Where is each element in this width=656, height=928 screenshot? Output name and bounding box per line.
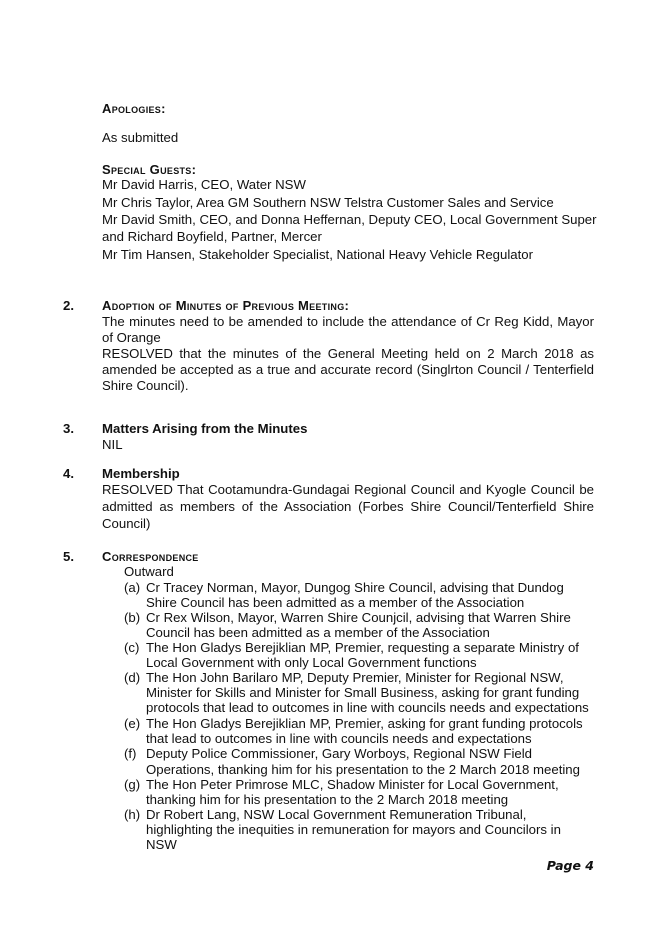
section-number: 4. (63, 466, 74, 481)
guest-line: Mr David Harris, CEO, Water NSW (102, 177, 306, 192)
item-letter: (c) (124, 640, 140, 655)
item-text-line: Dr Robert Lang, NSW Local Government Remuneration Tribunal, (146, 807, 527, 822)
apologies-text: As submitted (102, 130, 179, 145)
item-text-line: Operations, thanking him for his presentation to the 2 March 2018 meeting (146, 762, 580, 777)
item-text-line: Council has been admitted as a member of the Association (146, 625, 490, 640)
section-text-line: of Orange (102, 330, 161, 345)
item-letter: (b) (124, 610, 141, 625)
section-number: 2. (63, 298, 74, 313)
correspondence-subheading: Outward (124, 564, 174, 579)
section-text: NIL (102, 437, 123, 452)
item-letter: (a) (124, 580, 141, 595)
item-letter: (e) (124, 716, 141, 731)
item-text-line: The Hon Gladys Berejiklian MP, Premier, asking for grant funding protocols (146, 716, 583, 731)
item-text-line: The Hon Gladys Berejiklian MP, Premier, requesting a separate Ministry of (146, 640, 579, 655)
section-text-line: RESOLVED That Cootamundra-Gundagai Regional Council and Kyogle Council be (102, 482, 594, 497)
guest-line: and Richard Boyfield, Partner, Mercer (102, 229, 322, 244)
guest-line: Mr Chris Taylor, Area GM Southern NSW Telstra Customer Sales and Service (102, 195, 554, 210)
page-number: Page 4 (546, 858, 594, 873)
item-text-line: Cr Tracey Norman, Mayor, Dungog Shire Council, advising that Dundog (146, 580, 564, 595)
section-heading: Adoption of Minutes of Previous Meeting: (102, 298, 350, 313)
item-text-line: that lead to outcomes in line with councils needs and expectations (146, 731, 532, 746)
section-heading: Membership (102, 466, 180, 481)
section-text-line: The minutes need to be amended to include the attendance of Cr Reg Kidd, Mayor (102, 314, 594, 329)
guest-line: Mr Tim Hansen, Stakeholder Specialist, National Heavy Vehicle Regulator (102, 247, 534, 262)
item-text-line: Shire Council has been admitted as a member of the Association (146, 595, 525, 610)
item-text-line: thanking him for his presentation to the 2 March 2018 meeting (146, 792, 509, 807)
section-text-line: Council) (102, 516, 151, 531)
item-text-line: Minister for Skills and Minister for Small Business, asking for grant funding (146, 685, 580, 700)
item-text-line: The Hon Peter Primrose MLC, Shadow Minister for Local Government, (146, 777, 559, 792)
section-text-line: amended be accepted as a true and accurate record (Singlrton Council / Tenterfield (102, 362, 594, 377)
section-heading: Correspondence (102, 549, 199, 564)
apologies-heading: Apologies: (102, 101, 166, 116)
item-text-line: Local Government with only Local Government functions (146, 655, 477, 670)
special-guests-heading: Special Guests: (102, 162, 197, 177)
item-letter: (g) (124, 777, 141, 792)
item-text-line: protocols that lead to outcomes in line with councils needs and expectations (146, 700, 589, 715)
section-text-line: Shire Council). (102, 378, 189, 393)
section-text-line: admitted as members of the Association (Forbes Shire Council/Tenterfield Shire (102, 499, 594, 514)
item-letter: (h) (124, 807, 141, 822)
section-number: 3. (63, 421, 74, 436)
item-text-line: NSW (146, 837, 177, 852)
item-letter: (f) (124, 746, 137, 761)
guest-line: Mr David Smith, CEO, and Donna Heffernan, Deputy CEO, Local Government Super (102, 212, 597, 227)
section-heading: Matters Arising from the Minutes (102, 421, 308, 436)
section-text-line: RESOLVED that the minutes of the General Meeting held on 2 March 2018 as (102, 346, 594, 361)
item-text-line: Deputy Police Commissioner, Gary Worboys, Regional NSW Field (146, 746, 532, 761)
item-text-line: highlighting the inequities in remuneration for mayors and Councilors in (146, 822, 561, 837)
section-number: 5. (63, 549, 74, 564)
item-letter: (d) (124, 670, 141, 685)
item-text-line: Cr Rex Wilson, Mayor, Warren Shire Counjcil, advising that Warren Shire (146, 610, 571, 625)
item-text-line: The Hon John Barilaro MP, Deputy Premier, Minister for Regional NSW, (146, 670, 564, 685)
